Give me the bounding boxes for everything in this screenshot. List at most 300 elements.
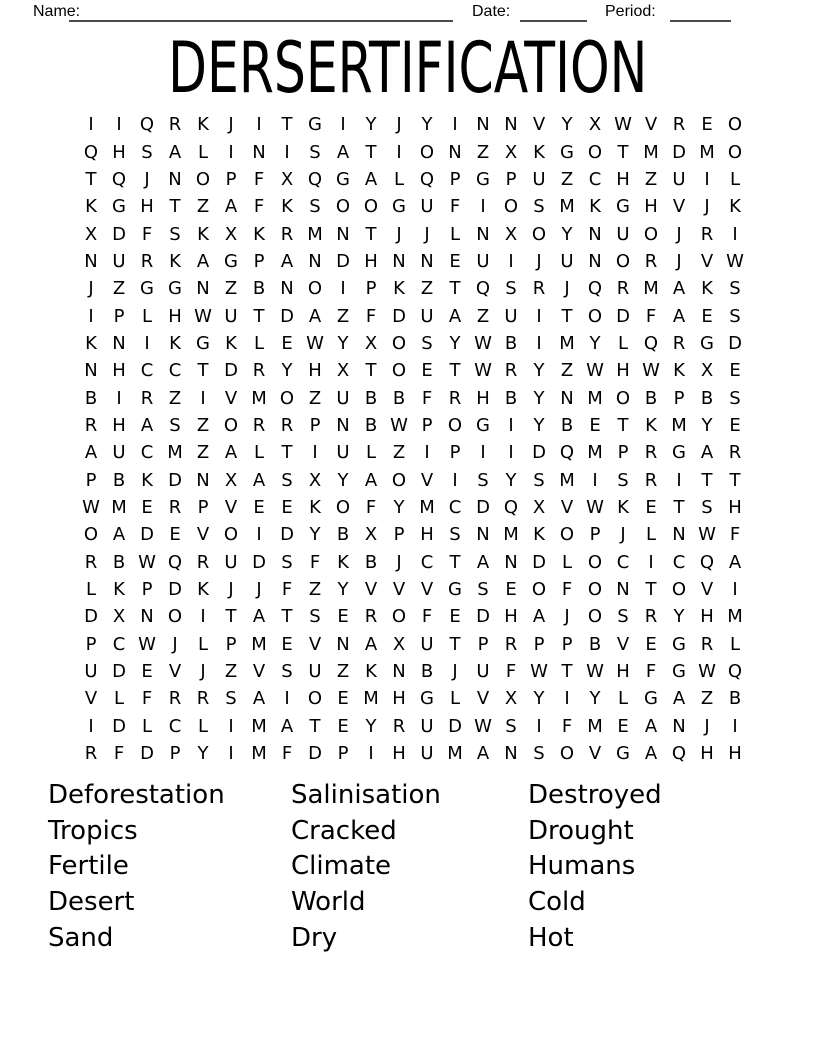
grid-cell: N [476,114,490,136]
grid-cell: J [564,606,570,628]
grid-cell: I [284,688,290,710]
grid-cell: I [144,332,150,354]
grid-cell: B [84,387,98,409]
grid-cell: E [337,688,349,710]
grid-cell: O [727,141,743,163]
grid-cell: L [645,524,657,546]
grid-cell: J [172,633,178,655]
grid-cell: O [503,196,519,218]
grid-cell: E [169,524,181,546]
grid-cell: F [281,579,293,601]
grid-cell: Y [365,715,377,737]
grid-cell: H [616,360,630,382]
grid-cell: E [281,496,293,518]
grid-cell: U [308,661,322,683]
grid-cell: W [614,114,632,136]
grid-cell: H [392,743,406,765]
grid-cell: G [420,688,434,710]
grid-cell: M [419,496,435,518]
grid-cell: R [196,551,210,573]
grid-cell: Z [196,196,210,218]
grid-cell: O [615,387,631,409]
grid-cell: W [82,496,100,518]
grid-cell: O [727,114,743,136]
grid-cell: R [532,278,546,300]
grid-cell: O [279,387,295,409]
grid-cell: K [169,250,181,272]
grid-cell: T [701,469,713,491]
grid-cell: O [615,250,631,272]
grid-cell: W [306,332,324,354]
grid-cell: L [253,332,265,354]
grid-cell: V [364,579,378,601]
grid-cell: N [392,250,406,272]
grid-cell: Z [700,688,714,710]
grid-cell: U [560,250,574,272]
grid-cell: I [676,469,682,491]
grid-cell: K [337,551,349,573]
grid-cell: J [396,223,402,245]
grid-cell: D [728,332,742,354]
grid-cell: A [476,551,490,573]
grid-cell: M [251,633,267,655]
grid-cell: W [698,661,716,683]
grid-cell: A [196,250,210,272]
grid-cell: L [617,688,629,710]
grid-cell: W [642,360,660,382]
grid-cell: R [644,442,658,464]
grid-cell: D [476,496,490,518]
word-list-item: Cracked [291,815,397,846]
grid-cell: K [197,223,209,245]
grid-cell: A [364,633,378,655]
grid-cell: I [228,715,234,737]
grid-cell: Q [83,141,99,163]
grid-cell: U [224,305,238,327]
grid-cell: R [672,114,686,136]
grid-cell: P [533,633,545,655]
grid-cell: P [197,496,209,518]
date-blank-line [520,2,587,22]
grid-cell: U [420,305,434,327]
grid-cell: X [504,141,518,163]
grid-cell: V [420,469,434,491]
grid-cell: T [449,633,461,655]
grid-cell: F [141,223,153,245]
grid-cell: E [281,332,293,354]
grid-cell: J [396,114,402,136]
grid-cell: S [169,223,181,245]
grid-cell: T [673,496,685,518]
grid-cell: D [476,606,490,628]
grid-cell: G [308,114,322,136]
grid-cell: Z [196,442,210,464]
grid-cell: A [532,606,546,628]
grid-cell: E [645,496,657,518]
grid-cell: E [589,414,601,436]
grid-cell: G [224,250,238,272]
grid-cell: O [167,606,183,628]
grid-cell: G [672,633,686,655]
grid-cell: F [645,305,657,327]
grid-cell: V [392,579,406,601]
grid-cell: R [644,250,658,272]
grid-cell: G [196,332,210,354]
grid-cell: U [112,250,126,272]
grid-cell: B [700,387,714,409]
grid-cell: K [365,661,377,683]
grid-cell: N [280,278,294,300]
grid-cell: E [449,606,461,628]
grid-cell: H [112,141,126,163]
grid-cell: G [392,196,406,218]
word-search-grid [77,111,749,767]
grid-cell: D [168,579,182,601]
grid-cell: K [729,196,741,218]
grid-cell: I [312,442,318,464]
grid-cell: L [393,168,405,190]
grid-cell: O [83,524,99,546]
grid-cell: X [504,223,518,245]
grid-cell: P [85,633,97,655]
grid-cell: R [168,496,182,518]
grid-cell: K [645,414,657,436]
grid-cell: M [559,469,575,491]
grid-cell: J [676,223,682,245]
grid-cell: T [449,551,461,573]
grid-cell: X [392,633,406,655]
grid-cell: O [559,743,575,765]
grid-cell: L [253,442,265,464]
grid-cell: D [112,715,126,737]
grid-cell: K [673,360,685,382]
grid-cell: M [111,496,127,518]
grid-cell: V [196,524,210,546]
grid-cell: N [140,606,154,628]
grid-cell: Z [168,387,182,409]
grid-cell: J [620,524,626,546]
grid-cell: Z [336,661,350,683]
grid-cell: Y [533,414,545,436]
grid-cell: I [592,469,598,491]
grid-cell: R [504,360,518,382]
grid-cell: N [448,141,462,163]
grid-cell: K [85,332,97,354]
grid-cell: L [449,688,461,710]
grid-cell: Q [419,168,435,190]
grid-cell: I [284,141,290,163]
grid-cell: P [309,414,321,436]
grid-cell: Q [671,743,687,765]
grid-cell: I [452,114,458,136]
grid-cell: I [732,715,738,737]
grid-cell: S [533,196,545,218]
grid-cell: U [336,442,350,464]
grid-cell: W [474,715,492,737]
grid-cell: D [112,223,126,245]
grid-cell: R [700,223,714,245]
grid-cell: I [508,442,514,464]
grid-cell: K [141,469,153,491]
grid-cell: Q [167,551,183,573]
grid-cell: Z [560,360,574,382]
grid-cell: S [729,278,741,300]
grid-cell: A [700,442,714,464]
grid-cell: P [253,250,265,272]
word-list-column [291,778,441,956]
grid-cell: S [533,743,545,765]
word-list-item: Destroyed [528,780,662,810]
grid-cell: K [197,114,209,136]
grid-cell: G [168,278,182,300]
grid-cell: S [309,196,321,218]
grid-cell: I [704,168,710,190]
grid-cell: R [168,688,182,710]
grid-cell: X [112,606,126,628]
grid-cell: T [281,114,293,136]
grid-cell: H [140,196,154,218]
grid-cell: P [617,442,629,464]
grid-cell: X [532,496,546,518]
grid-cell: I [732,223,738,245]
title-row [0,27,816,109]
grid-cell: J [704,196,710,218]
grid-cell: H [392,688,406,710]
grid-cell: Q [307,168,323,190]
word-list-item: Desert [48,887,135,918]
grid-cell: S [477,579,489,601]
word-list-column [528,778,662,956]
grid-cell: D [672,141,686,163]
grid-cell: R [644,606,658,628]
grid-cell: E [337,715,349,737]
grid-cell: T [729,469,741,491]
grid-cell: A [252,606,266,628]
grid-cell: P [85,469,97,491]
grid-cell: K [533,141,545,163]
grid-cell: K [197,579,209,601]
grid-cell: N [672,715,686,737]
grid-cell: D [140,743,154,765]
grid-cell: R [84,551,98,573]
grid-cell: W [530,661,548,683]
date-label: Date: [472,3,511,20]
grid-cell: W [586,496,604,518]
grid-cell: T [365,223,377,245]
word-list-item: Climate [291,851,392,882]
grid-cell: N [504,551,518,573]
grid-cell: T [365,141,377,163]
grid-cell: S [729,387,741,409]
grid-cell: L [141,305,153,327]
grid-cell: F [421,387,433,409]
grid-cell: M [251,387,267,409]
grid-cell: N [168,168,182,190]
grid-cell: D [336,250,350,272]
grid-cell: P [141,579,153,601]
grid-cell: V [588,743,602,765]
grid-cell: L [141,715,153,737]
grid-cell: W [474,360,492,382]
grid-cell: T [253,305,265,327]
grid-cell: D [532,442,546,464]
grid-cell: Z [644,168,658,190]
grid-cell: R [252,360,266,382]
grid-cell: H [308,360,322,382]
grid-cell: V [252,661,266,683]
grid-cell: S [225,688,237,710]
word-list-item: Salinisation [291,780,441,810]
grid-cell: Z [308,387,322,409]
grid-cell: R [448,387,462,409]
grid-cell: F [253,196,265,218]
grid-cell: U [476,250,490,272]
grid-cell: K [281,196,293,218]
grid-cell: S [729,305,741,327]
grid-cell: P [169,743,181,765]
grid-cell: Y [197,743,209,765]
grid-cell: K [113,579,125,601]
grid-cell: R [616,278,630,300]
grid-cell: Y [337,469,349,491]
grid-cell: E [337,606,349,628]
grid-cell: I [564,688,570,710]
grid-cell: Q [727,661,743,683]
grid-cell: X [224,469,238,491]
grid-cell: A [364,469,378,491]
grid-cell: I [88,715,94,737]
grid-cell: N [476,223,490,245]
grid-cell: S [505,715,517,737]
grid-cell: M [559,332,575,354]
grid-cell: W [698,524,716,546]
grid-cell: H [504,606,518,628]
grid-cell: U [336,387,350,409]
grid-cell: K [589,196,601,218]
grid-cell: O [587,141,603,163]
grid-cell: H [616,168,630,190]
grid-cell: R [364,606,378,628]
grid-cell: I [508,250,514,272]
grid-cell: D [532,551,546,573]
grid-cell: E [281,633,293,655]
grid-cell: A [224,196,238,218]
grid-cell: U [420,715,434,737]
grid-cell: D [112,661,126,683]
grid-cell: N [672,524,686,546]
grid-cell: S [309,606,321,628]
grid-cell: Q [699,551,715,573]
grid-cell: K [253,223,265,245]
grid-cell: M [447,743,463,765]
grid-cell: O [587,551,603,573]
grid-cell: O [531,579,547,601]
grid-cell: N [476,524,490,546]
grid-cell: S [701,496,713,518]
grid-cell: F [113,743,125,765]
grid-cell: T [645,579,657,601]
grid-cell: B [336,524,350,546]
grid-cell: I [368,743,374,765]
grid-cell: V [84,688,98,710]
grid-cell: E [701,305,713,327]
grid-cell: M [671,414,687,436]
grid-cell: Z [420,278,434,300]
grid-cell: X [84,223,98,245]
grid-cell: D [280,305,294,327]
grid-cell: T [197,360,209,382]
grid-cell: V [224,387,238,409]
grid-cell: A [476,743,490,765]
grid-cell: X [588,114,602,136]
word-list-item: Humans [528,851,636,882]
grid-cell: O [559,524,575,546]
grid-cell: E [729,360,741,382]
grid-cell: R [392,715,406,737]
grid-cell: Z [308,579,322,601]
grid-cell: Q [111,168,127,190]
grid-cell: A [644,743,658,765]
grid-cell: W [726,250,744,272]
grid-cell: M [587,387,603,409]
grid-cell: Y [337,579,349,601]
grid-cell: P [505,168,517,190]
grid-cell: C [616,551,630,573]
grid-cell: E [253,496,265,518]
grid-cell: P [337,743,349,765]
grid-cell: C [168,360,182,382]
grid-cell: B [588,633,602,655]
grid-cell: Y [589,332,601,354]
grid-cell: E [701,114,713,136]
grid-cell: O [587,305,603,327]
grid-cell: G [644,688,658,710]
grid-cell: E [617,715,629,737]
grid-cell: O [391,332,407,354]
grid-cell: Z [196,414,210,436]
grid-cell: H [728,496,742,518]
grid-cell: L [365,442,377,464]
grid-cell: V [476,688,490,710]
grid-cell: Z [476,305,490,327]
grid-cell: O [671,579,687,601]
grid-cell: G [672,442,686,464]
grid-cell: I [480,196,486,218]
grid-cell: F [253,168,265,190]
grid-cell: J [704,715,710,737]
grid-cell: F [281,743,293,765]
grid-cell: O [643,223,659,245]
grid-cell: A [672,278,686,300]
grid-cell: H [364,250,378,272]
grid-cell: N [84,360,98,382]
grid-cell: S [477,469,489,491]
grid-cell: Y [533,688,545,710]
grid-cell: O [391,360,407,382]
grid-cell: T [449,360,461,382]
grid-cell: I [200,387,206,409]
grid-cell: R [280,414,294,436]
grid-cell: B [112,469,126,491]
grid-cell: I [116,114,122,136]
period-label: Period: [605,3,656,20]
grid-cell: I [536,332,542,354]
grid-cell: S [281,661,293,683]
grid-cell: J [256,579,262,601]
grid-cell: Z [336,305,350,327]
grid-cell: M [727,606,743,628]
grid-cell: M [251,743,267,765]
